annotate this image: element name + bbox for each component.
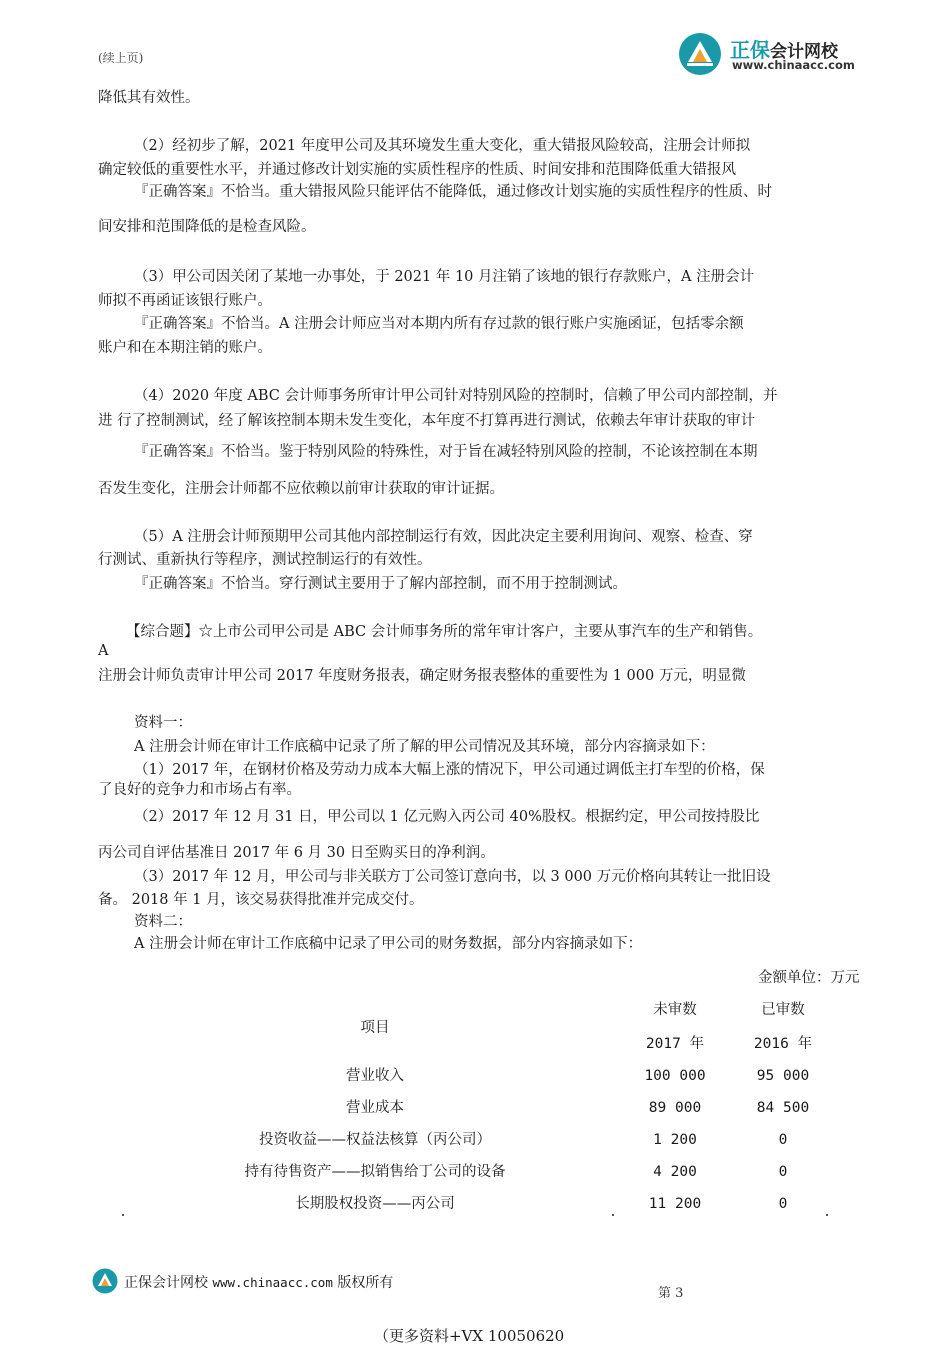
para-2d: 间安排和范围降低的是检查风险。 — [98, 219, 316, 235]
footer-url: www.chinaacc.com — [212, 1275, 333, 1290]
para-4c-clip — [134, 444, 758, 462]
table-row-v1: 4 200 — [653, 1164, 697, 1180]
para-3d: 账户和在本期注销的账户。 — [98, 340, 272, 356]
unit-label: 金额单位：万元 — [758, 970, 860, 986]
para-2a: （2）经初步了解，2021 年度甲公司及其环境发生重大变化，重大错报风险较高，注册会计师拟 — [134, 138, 751, 154]
para-4b: 进 行了控制测试，经了解该控制本期未发生变化，本年度不打算再进行测试，依赖去年审计获取的审计 — [98, 413, 756, 429]
para-4d: 否发生变化，注册会计师都不应依赖以前审计获取的审计证据。 — [98, 481, 504, 497]
table-year-col1: 2017 年 — [645, 1036, 705, 1052]
para-2c — [134, 184, 772, 210]
question-body: 注册会计师负责审计甲公司 2017 年度财务报表，确定财务报表整体的重要性为 1 000 万元，明显微 — [98, 668, 746, 684]
table-row-v1: 89 000 — [648, 1100, 702, 1116]
para-4c: 『正确答案』不恰当。鉴于特别风险的特殊性，对于旨在减轻特别风险的控制，不论该控制在本期 — [134, 444, 758, 460]
material-1-intro: A 注册会计师在审计工作底稿中记录了所了解的甲公司情况及其环境，部分内容摘录如下： — [134, 739, 715, 755]
table-border-mark — [122, 1214, 124, 1216]
question-title: 【综合题】☆上市公司甲公司是 ABC 会计师事务所的常年审计客户，主要从事汽车的生产和销售。 — [126, 624, 763, 640]
material-1-item1: （1）2017 年，在钢材价格及劳动力成本大幅上涨的情况下，甲公司通过调低主打车型的价格，保 — [134, 762, 765, 778]
question-a: A — [98, 643, 109, 659]
logo-name: 正保 — [730, 38, 770, 62]
footer-text — [124, 1272, 393, 1292]
table-header-item: 项目 — [360, 1020, 390, 1036]
table-header-col2: 已审数 — [761, 1002, 805, 1018]
table-row-v2: 95 000 — [756, 1068, 810, 1084]
para-4a: （4）2020 年度 ABC 会计师事务所审计甲公司针对特别风险的控制时，信赖了甲公司内部控制，并 — [134, 388, 778, 404]
para-5b: 行测试、重新执行等程序，测试控制运行的有效性。 — [98, 552, 432, 568]
table-row-v2: 0 — [778, 1164, 788, 1180]
footer-logo-icon — [92, 1268, 118, 1294]
para-p0: 降低其有效性。 — [98, 90, 200, 106]
material-2-intro: A 注册会计师在审计工作底稿中记录了甲公司的财务数据，部分内容摘录如下： — [134, 936, 643, 952]
logo-url: www.chinaacc.com — [732, 58, 855, 72]
material-2-title: 资料二： — [134, 914, 192, 930]
material-2-intro-clip — [134, 936, 643, 954]
material-1-title: 资料一： — [134, 715, 192, 731]
material-1-item1b-clip — [98, 782, 301, 800]
material-1-item3: （3）2017 年 12 月，甲公司与非关联方丁公司签订意向书，以 3 000 万元价格向其转让一批旧设 — [134, 869, 771, 885]
footer-brand: 正保会计网校 — [124, 1275, 208, 1291]
para-2b: 确定较低的重要性水平，并通过修改计划实施的实质性程序的性质、时间安排和范围降低重大错报风 — [98, 162, 736, 178]
table-row-item: 持有待售资产——拟销售给丁公司的设备 — [244, 1164, 506, 1180]
para-5c: 『正确答案』不恰当。穿行测试主要用于了解内部控制，而不用于控制测试。 — [134, 576, 627, 592]
para-3c: 『正确答案』不恰当。A 注册会计师应当对本期内所有存过款的银行账户实施函证，包括零余额 — [134, 316, 744, 332]
material-1-item1b: 了良好的竞争力和市场占有率。 — [98, 782, 301, 798]
logo-icon — [678, 32, 722, 76]
table-year-col2: 2016 年 — [753, 1036, 813, 1052]
table-border-mark — [612, 1214, 614, 1216]
more-info-link[interactable]: （更多资料+VX 10050620 — [374, 1327, 565, 1345]
para-2c-text: 『正确答案』不恰当。重大错报风险只能评估不能降低，通过修改计划实施的实质性程序的性质、时 — [134, 184, 772, 200]
table-row-v2: 0 — [778, 1196, 788, 1212]
para-5a: （5）A 注册会计师预期甲公司其他内部控制运行有效，因此决定主要利用询问、观察、检查、穿 — [134, 529, 753, 545]
logo-name-suffix: 会计网校 — [770, 42, 838, 62]
table-border-mark — [826, 1214, 828, 1216]
material-1-item2: （2）2017 年 12 月 31 日，甲公司以 1 亿元购入丙公司 40%股权。根据约定，甲公司按持股比 — [134, 809, 760, 825]
table-row-v1: 1 200 — [653, 1132, 697, 1148]
brand-logo — [678, 32, 878, 76]
table-row-item: 营业收入 — [346, 1068, 404, 1084]
table-row-v1: 100 000 — [644, 1068, 706, 1084]
para-3b: 师拟不再函证该银行账户。 — [98, 293, 272, 309]
page-number: 第 3 — [658, 1286, 684, 1301]
table-row-item: 营业成本 — [346, 1100, 404, 1116]
material-1-item2-clip — [134, 809, 760, 827]
table-row-v2: 0 — [778, 1132, 788, 1148]
table-row-v2: 84 500 — [756, 1100, 810, 1116]
table-row-item: 长期股权投资——丙公司 — [295, 1196, 455, 1212]
para-3a: （3）甲公司因关闭了某地一办事处，于 2021 年 10 月注销了该地的银行存款账户，A 注册会计 — [134, 269, 755, 285]
table-header-col1: 未审数 — [653, 1002, 697, 1018]
table-row-v1: 11 200 — [648, 1196, 702, 1212]
header-fragment: (续上页) — [98, 51, 144, 65]
table-row-item: 投资收益——权益法核算（丙公司） — [259, 1132, 491, 1148]
footer-rights: 版权所有 — [337, 1275, 394, 1291]
material-1-item2b: 丙公司自评估基准日 2017 年 6 月 30 日至购买日的净利润。 — [98, 845, 495, 861]
material-1-item3b: 备。 2018 年 1 月，该交易获得批准并完成交付。 — [98, 892, 424, 908]
